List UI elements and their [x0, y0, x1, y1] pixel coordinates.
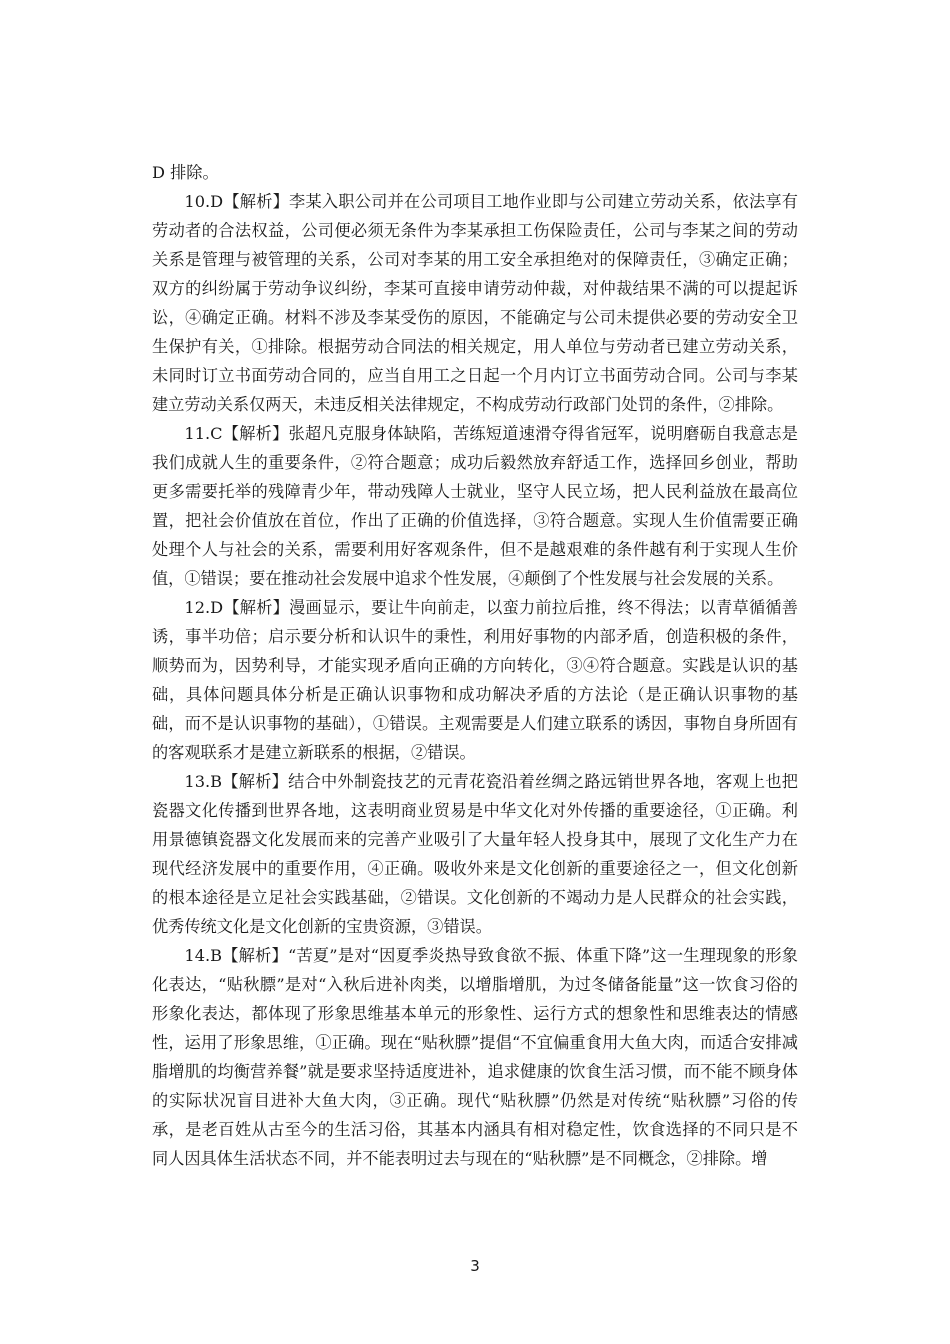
paragraph-continuation: D 排除。: [152, 163, 219, 182]
paragraph-question-10: 10.D【解析】李某入职公司并在公司项目工地作业即与公司建立劳动关系，依法享有劳动者的合法权益，公司便必须无条件为李某承担工伤保险责任，公司与李某之间的劳动关系是管理与被管理的关系，公司对李某的用工安全承担绝对的保障责任，③确定正确；双方的纠纷属于劳动争议纠纷，李某可直接申请劳动仲裁，对仲裁结果不满的可以提起诉讼，④确定正确。材料不涉及李某受伤的原因，不能确定与公司未提供必要的劳动安全卫生保护有关，①排除。根据劳动合同法的相关规定，用人单位与劳动者已建立劳动关系，未同时订立书面劳动合同的，应当自用工之日起一个月内订立书面劳动合同。公司与李某建立劳动关系仅两天，未违反相关法律规定，不构成劳动行政部门处罚的条件，②排除。: [152, 192, 798, 414]
paragraph-question-13: 13.B【解析】结合中外制瓷技艺的元青花瓷沿着丝绸之路远销世界各地，客观上也把瓷器文化传播到世界各地，这表明商业贸易是中华文化对外传播的重要途径，①正确。利用景德镇瓷器文化发展而来的完善产业吸引了大量年轻人投身其中，展现了文化生产力在现代经济发展中的重要作用，④正确。吸收外来是文化创新的重要途径之一，但文化创新的根本途径是立足社会实践基础，②错误。文化创新的不竭动力是人民群众的社会实践，优秀传统文化是文化创新的宝贵资源，③错误。: [152, 772, 798, 936]
paragraph-question-12: 12.D【解析】漫画显示，要让牛向前走，以蛮力前拉后推，终不得法；以青草循循善诱，事半功倍；启示要分析和认识牛的秉性，利用好事物的内部矛盾，创造积极的条件，顺势而为，因势利导，才能实现矛盾向正确的方向转化，③④符合题意。实践是认识的基础，具体问题具体分析是正确认识事物和成功解决矛盾的方法论（是正确认识事物的基础，而不是认识事物的基础），①错误。主观需要是人们建立联系的诱因，事物自身所固有的客观联系才是建立新联系的根据，②错误。: [152, 598, 798, 762]
answer-explanations: [152, 158, 798, 1173]
page-number: 3: [470, 1257, 480, 1275]
paragraph-question-11: 11.C【解析】张超凡克服身体缺陷，苦练短道速滑夺得省冠军，说明磨砺自我意志是我们成就人生的重要条件，②符合题意；成功后毅然放弃舒适工作，选择回乡创业，帮助更多需要托举的残障青少年，带动残障人士就业，坚守人民立场，把人民利益放在最高位置，把社会价值放在首位，作出了正确的价值选择，③符合题意。实现人生价值需要正确处理个人与社会的关系，需要利用好客观条件，但不是越艰难的条件越有利于实现人生价值，①错误；要在推动社会发展中追求个性发展，④颠倒了个性发展与社会发展的关系。: [152, 424, 798, 588]
paragraph-question-14: 14.B【解析】“苦夏”是对“因夏季炎热导致食欲不振、体重下降”这一生理现象的形象化表达，“贴秋膘”是对“入秋后进补肉类，以增脂增肌，为过冬储备能量”这一饮食习俗的形象化表达，都体现了形象思维基本单元的形象性、运行方式的想象性和思维表达的情感性，运用了形象思维，①正确。现在“贴秋膘”提倡“不宜偏重食用大鱼大肉，而适合安排减脂增肌的均衡营养餐”就是要求坚持适度进补，追求健康的饮食生活习惯，而不能不顾身体的实际状况盲目进补大鱼大肉，③正确。现代“贴秋膘”仍然是对传统“贴秋膘”习俗的传承，是老百姓从古至今的生活习俗，其基本内涵具有相对稳定性，饮食选择的不同只是不同人因具体生活状态不同，并不能表明过去与现在的“贴秋膘”是不同概念，②排除。增: [152, 946, 798, 1168]
